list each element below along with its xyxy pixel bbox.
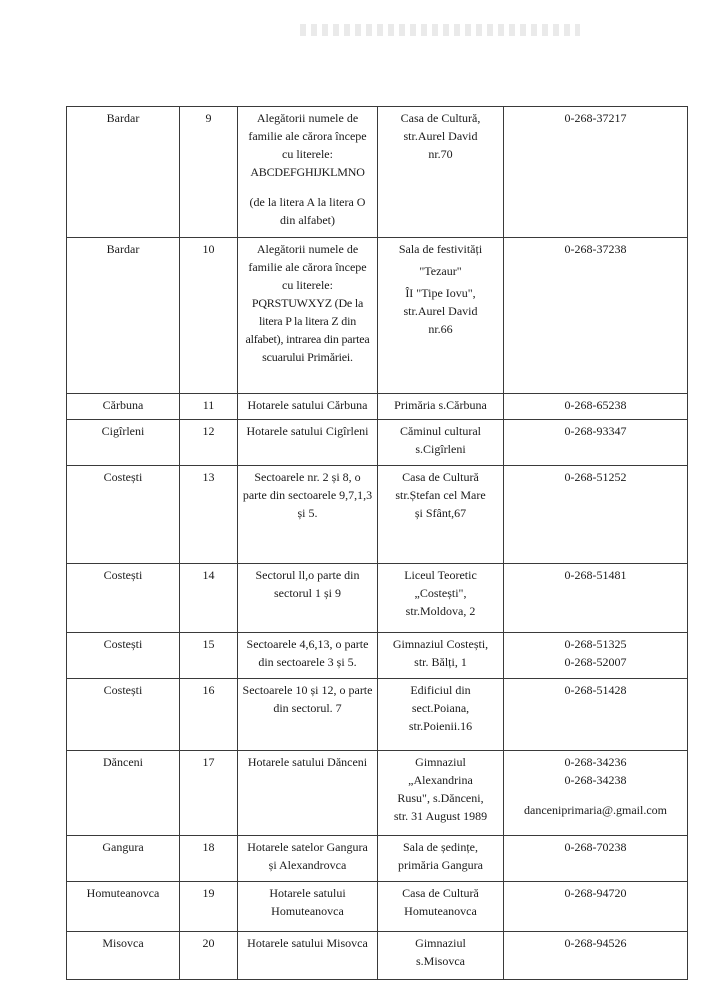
section-number-cell: 12: [180, 420, 238, 466]
description-cell: Hotarele satului Cigîrleni: [238, 420, 378, 466]
email-text: danceniprimaria@.gmail.com: [524, 803, 667, 817]
section-number-cell: 18: [180, 836, 238, 882]
table-row: [67, 836, 688, 882]
table-row: [67, 420, 688, 466]
section-number-cell: 19: [180, 882, 238, 932]
table-row: [67, 679, 688, 751]
phone-cell: 0-268-94526: [504, 932, 688, 980]
locality-cell: Costești: [67, 679, 180, 751]
address-cell: Gimnaziul „Alexandrina Rusu", s.Dănceni, str. 31 August 1989: [378, 751, 504, 836]
scan-header-artifact: [300, 24, 580, 36]
phone-cell: 0-268-70238: [504, 836, 688, 882]
description-cell: Hotarele satului Dănceni: [238, 751, 378, 836]
description-cell: Hotarele satului Misovca: [238, 932, 378, 980]
phone-cell: 0-268-51325 0-268-52007: [504, 633, 688, 679]
locality-cell: Gangura: [67, 836, 180, 882]
locality-cell: Dănceni: [67, 751, 180, 836]
locality-cell: Costești: [67, 466, 180, 564]
table-row: [67, 882, 688, 932]
locality-cell: Bardar: [67, 238, 180, 394]
phone-cell: 0-268-37217: [504, 107, 688, 238]
address-cell: Primăria s.Cărbuna: [378, 394, 504, 420]
description-cell: Sectoarele 10 și 12, o parte din sectorul. 7: [238, 679, 378, 751]
locality-cell: Homuteanovca: [67, 882, 180, 932]
table-row: [67, 238, 688, 394]
section-number-cell: 14: [180, 564, 238, 633]
locality-cell: Costești: [67, 564, 180, 633]
description-cell: Alegătorii numele de familie ale cărora începe cu literele: ABCDEFGHIJKLMNO (de la litera A la litera O din alfabet): [238, 107, 378, 238]
locality-cell: Misovca: [67, 932, 180, 980]
section-number-cell: 15: [180, 633, 238, 679]
description-cell: Hotarele satului Cărbuna: [238, 394, 378, 420]
address-cell: Casa de Cultură, str.Aurel David nr.70: [378, 107, 504, 238]
section-number-cell: 20: [180, 932, 238, 980]
address-cell: Sala de ședințe, primăria Gangura: [378, 836, 504, 882]
table-row: [67, 932, 688, 980]
phone-cell: 0-268-34236 0-268-34238 danceniprimaria@.gmail.com: [504, 751, 688, 836]
locality-cell: Cărbuna: [67, 394, 180, 420]
table-row: [67, 394, 688, 420]
description-cell: Sectorul ll,o parte din sectorul 1 și 9: [238, 564, 378, 633]
phone-cell: 0-268-93347: [504, 420, 688, 466]
address-cell: Casa de Cultură Homuteanovca: [378, 882, 504, 932]
address-cell: Căminul cultural s.Cigîrleni: [378, 420, 504, 466]
phone-cell: 0-268-51428: [504, 679, 688, 751]
locality-cell: Bardar: [67, 107, 180, 238]
polling-stations-table: [66, 106, 688, 980]
address-cell: Edificiul din sect.Poiana, str.Poienii.16: [378, 679, 504, 751]
section-number-cell: 17: [180, 751, 238, 836]
description-cell: Alegătorii numele de familie ale cărora începe cu literele: PQRSTUWXYZ (De la litera P la litera Z din alfabet), intrarea din partea scuarului Primăriei.: [238, 238, 378, 394]
table-row: [67, 751, 688, 836]
locality-cell: Costești: [67, 633, 180, 679]
table-row: [67, 107, 688, 238]
description-cell: Hotarele satelor Gangura și Alexandrovca: [238, 836, 378, 882]
phone-cell: 0-268-37238: [504, 238, 688, 394]
table-row: [67, 633, 688, 679]
locality-cell: Cigîrleni: [67, 420, 180, 466]
section-number-cell: 13: [180, 466, 238, 564]
address-cell: Sala de festivități "Tezaur" ÎI "Tipe Iovu", str.Aurel David nr.66: [378, 238, 504, 394]
section-number-cell: 16: [180, 679, 238, 751]
address-cell: Gimnaziul s.Misovca: [378, 932, 504, 980]
section-number-cell: 11: [180, 394, 238, 420]
address-cell: Liceul Teoretic „Costești", str.Moldova, 2: [378, 564, 504, 633]
section-number-cell: 9: [180, 107, 238, 238]
table-row: [67, 564, 688, 633]
phone-cell: 0-268-51252: [504, 466, 688, 564]
phone-cell: 0-268-65238: [504, 394, 688, 420]
phone-cell: 0-268-94720: [504, 882, 688, 932]
section-number-cell: 10: [180, 238, 238, 394]
table-row: [67, 466, 688, 564]
address-cell: Casa de Cultură str.Ștefan cel Mare și Sfânt,67: [378, 466, 504, 564]
description-cell: Sectoarele nr. 2 și 8, o parte din sectoarele 9,7,1,3 și 5.: [238, 466, 378, 564]
description-cell: Hotarele satului Homuteanovca: [238, 882, 378, 932]
address-cell: Gimnaziul Costești, str. Bălți, 1: [378, 633, 504, 679]
phone-cell: 0-268-51481: [504, 564, 688, 633]
description-cell: Sectoarele 4,6,13, o parte din sectoarele 3 și 5.: [238, 633, 378, 679]
